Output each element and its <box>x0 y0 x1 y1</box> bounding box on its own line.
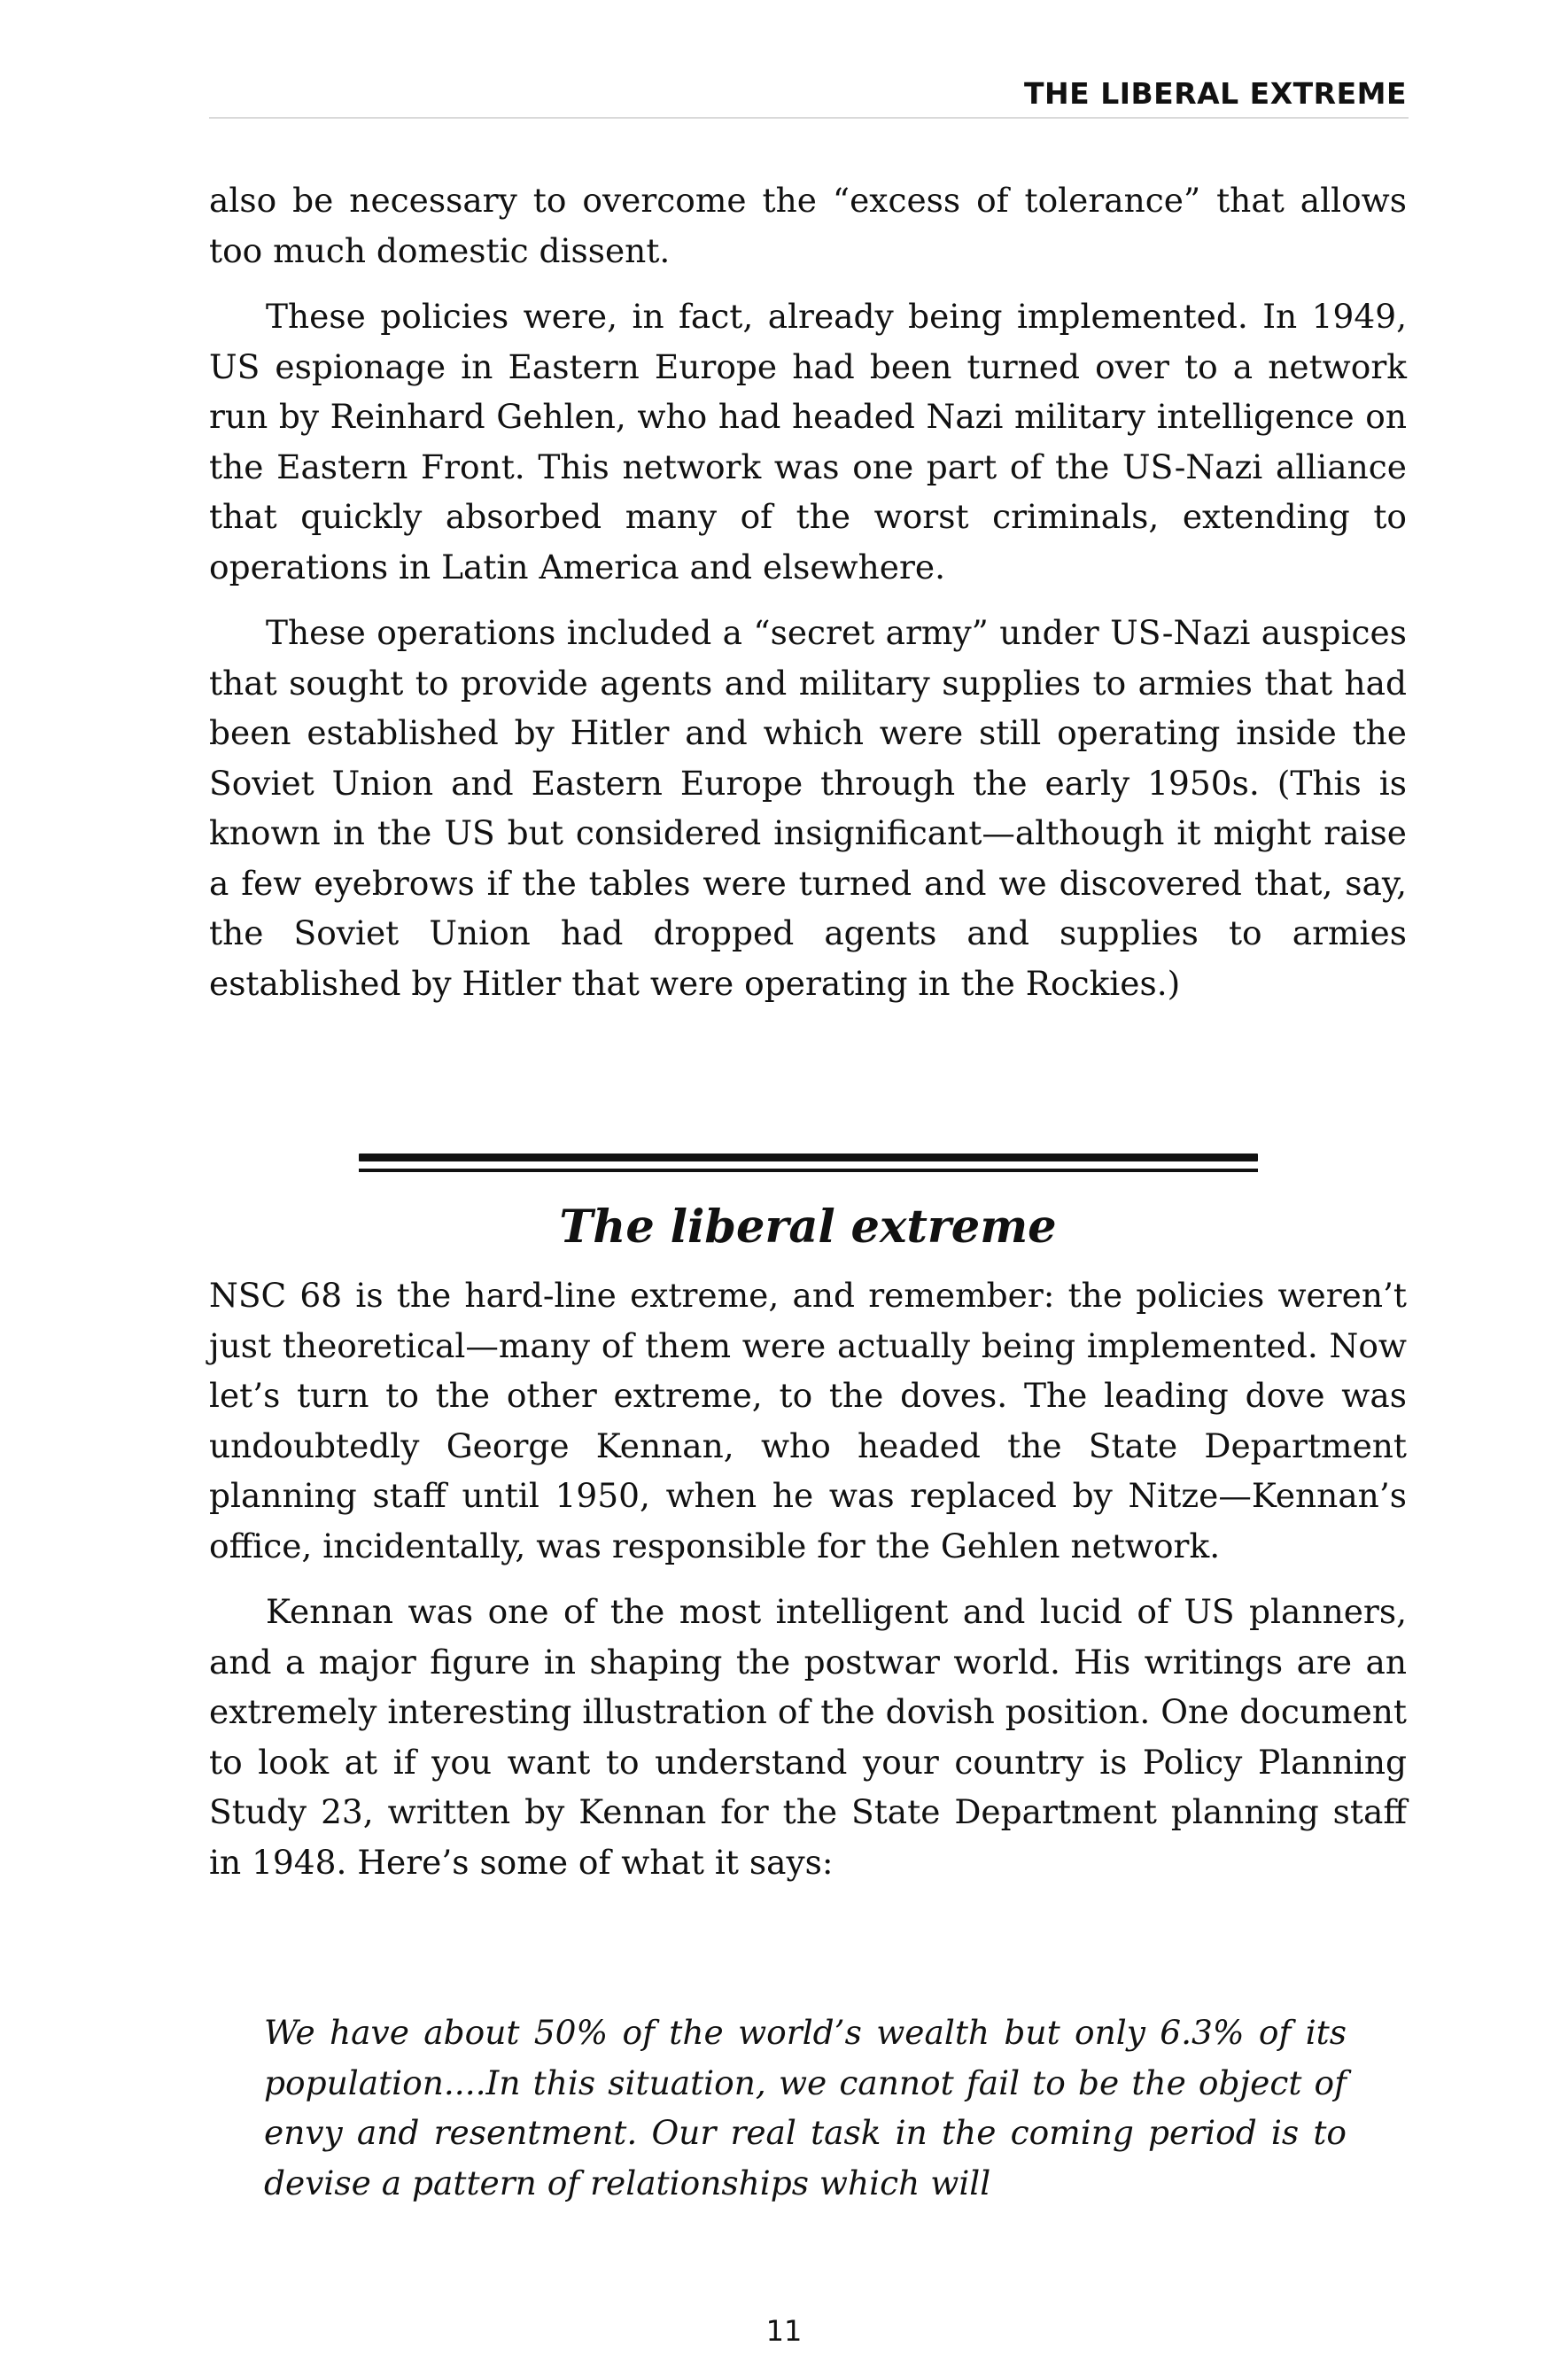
section-divider <box>359 1154 1258 1174</box>
page-number: 11 <box>765 2314 803 2348</box>
running-title: THE LIBERAL EXTREME <box>1024 76 1407 111</box>
paragraph-gehlen-network: These policies were, in fact, already being implemented. In 1949, US espionage in Eastern Europe had been turned over to a network run by Reinhard Gehlen, who had headed Nazi military intelligence on the Eastern Front. This network was one part of the US-Nazi alliance that quickly absorbed many of the worst criminals, extending to operations in Latin America and elsewhere. <box>209 297 1407 586</box>
running-header <box>209 73 1409 119</box>
body-text-top <box>209 175 1407 1008</box>
divider-thick-line <box>359 1154 1258 1161</box>
section-heading: The liberal extreme <box>559 1200 1057 1254</box>
block-quote <box>264 2008 1347 2208</box>
divider-thin-line <box>359 1169 1258 1172</box>
paragraph-continued: also be necessary to overcome the “excess of tolerance” that allows too much domestic dissent. <box>209 181 1407 270</box>
quote-text: We have about 50% of the world’s wealth but only 6.3% of its population....In this situation, we cannot fail to be the object of envy and resentment. Our real task in the coming period is to devise a pattern of relationships which will <box>264 2013 1347 2202</box>
paragraph-kennan: Kennan was one of the most intelligent and lucid of US planners, and a major figure in shaping the postwar world. His writings are an extremely interesting illustration of the dovish position. One document to look at if you want to understand your country is Policy Planning Study 23, written by Kennan for the State Department planning staff in 1948. Here’s some of what it says: <box>209 1592 1407 1882</box>
paragraph-nsc-68: NSC 68 is the hard-line extreme, and remember: the policies weren’t just theoretical—many of them were actually being implemented. Now let’s turn to the other extreme, to the doves. The leading dove was undoubtedly George Kennan, who headed the State Department planning staff until 1950, when he was replaced by Nitze—Kennan’s office, incidentally, was responsible for the Gehlen network. <box>209 1276 1407 1565</box>
body-text-section <box>209 1270 1407 1887</box>
paragraph-secret-army: These operations included a “secret army” under US-Nazi auspices that sought to provide agents and military supplies to armies that had been established by Hitler and which were still operating inside the Soviet Union and Eastern Europe through the early 1950s. (This is known in the US but considered insignificant—although it might raise a few eyebrows if the tables were turned and we discovered that, say, the Soviet Union had dropped agents and supplies to armies established by Hitler that were operating in the Rockies.) <box>209 613 1407 1003</box>
